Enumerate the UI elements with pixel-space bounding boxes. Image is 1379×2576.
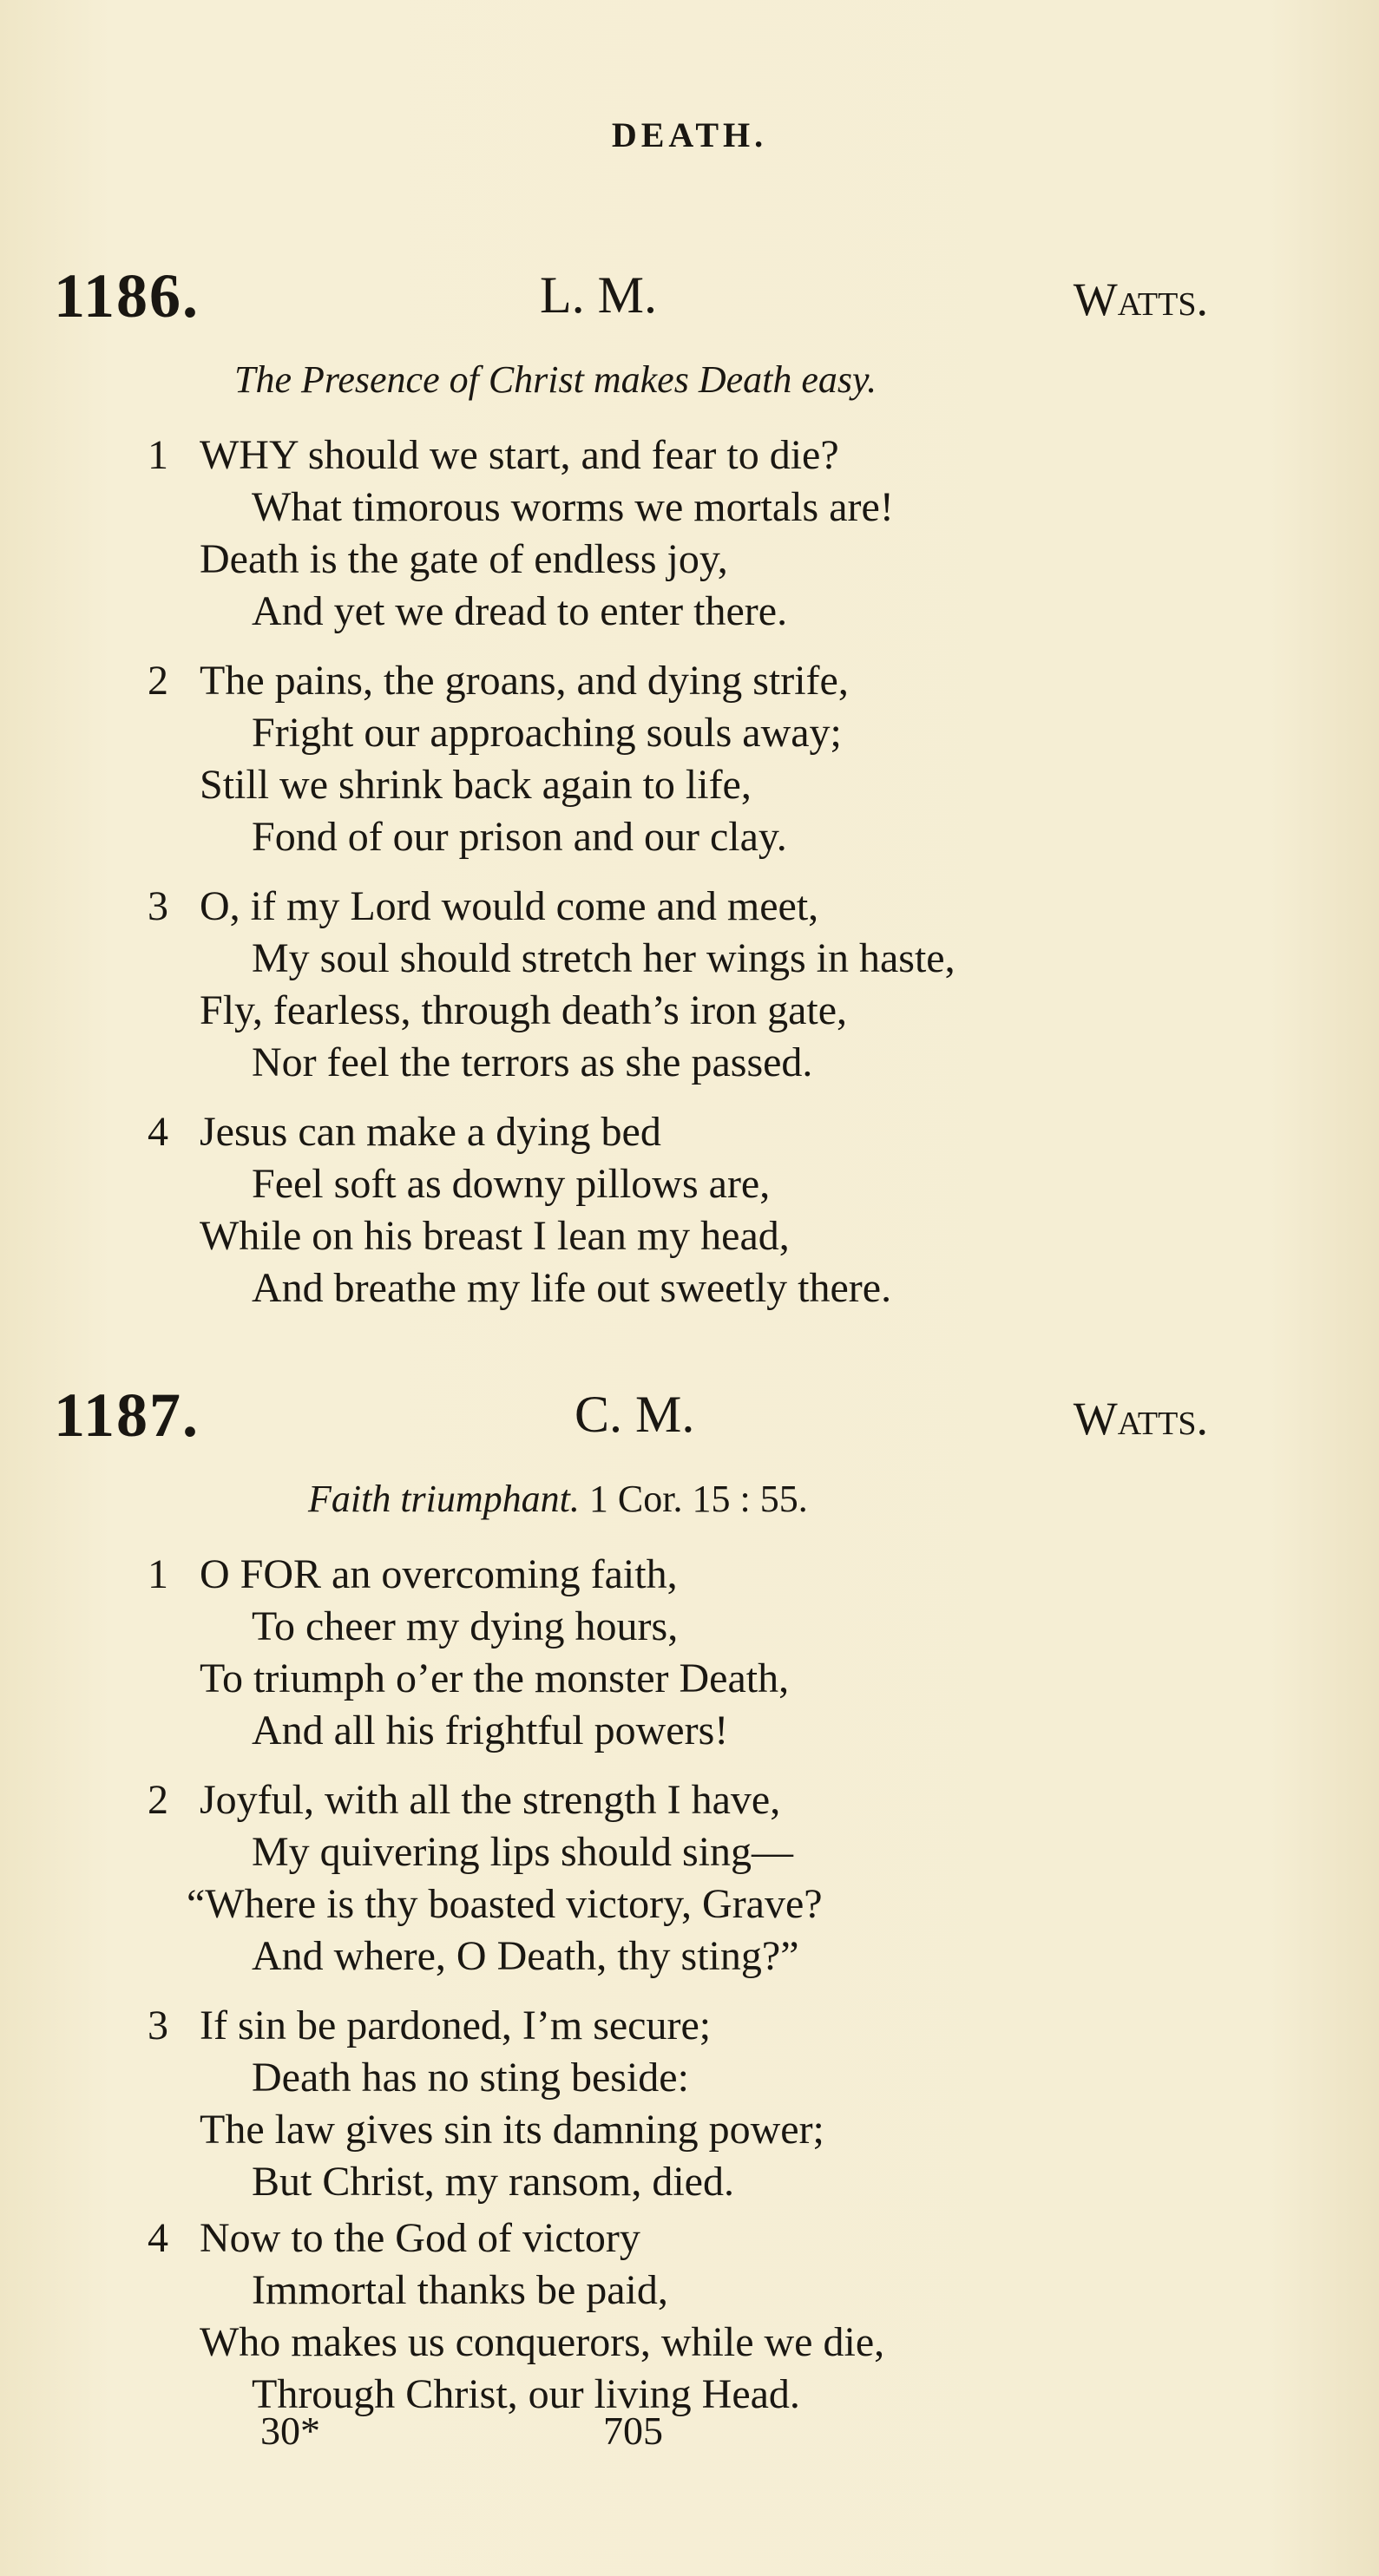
verse-line: Now to the God of victory xyxy=(200,2215,640,2261)
verse-line: To triumph o’er the monster Death, xyxy=(200,1655,790,1701)
verse-line: Joyful, with all the strength I have, xyxy=(200,1777,781,1823)
verse-line: Jesus can make a dying bed xyxy=(200,1109,661,1155)
verse-line: To cheer my dying hours, xyxy=(252,1603,679,1649)
stanza-number: 2 xyxy=(148,1777,168,1823)
stanza xyxy=(148,1774,1189,1983)
stanza-number: 4 xyxy=(148,2215,168,2261)
verse-line: The law gives sin its damning power; xyxy=(200,2107,824,2153)
stanza-number: 3 xyxy=(148,2002,168,2048)
verse-line: And breathe my life out sweetly there. xyxy=(252,1265,892,1311)
stanza xyxy=(148,1549,1189,1757)
verse-line: Through Christ, our living Head. xyxy=(252,2371,800,2417)
stanza-number: 4 xyxy=(148,1109,168,1155)
hymn-subtitle: The Presence of Christ makes Death easy. xyxy=(234,358,877,401)
verse-line: “Where is thy boasted victory, Grave? xyxy=(187,1881,823,1927)
verse-line: Death has no sting beside: xyxy=(252,2055,689,2101)
verse-line: And all his frightful powers! xyxy=(252,1708,729,1753)
verse-line: My quivering lips should sing— xyxy=(252,1829,794,1875)
stanza-number: 2 xyxy=(148,658,168,704)
verse-line: Fond of our prison and our clay. xyxy=(252,814,787,860)
verse-line: And where, O Death, thy sting?” xyxy=(252,1933,799,1979)
verse-line: WHY should we start, and fear to die? xyxy=(200,432,839,478)
verse-line: What timorous worms we mortals are! xyxy=(252,484,894,530)
verse-line: Still we shrink back again to life, xyxy=(200,762,752,808)
verse-line: My soul should stretch her wings in haste, xyxy=(252,935,955,981)
verse-line: The pains, the groans, and dying strife, xyxy=(200,658,849,704)
verse-line: And yet we dread to enter there. xyxy=(252,588,788,634)
subtitle-text: Faith triumphant. xyxy=(308,1478,580,1520)
verse-line: If sin be pardoned, I’m secure; xyxy=(200,2002,712,2048)
stanza-number: 3 xyxy=(148,883,168,929)
verse-line: O, if my Lord would come and meet, xyxy=(200,883,819,929)
verse-line: Immortal thanks be paid, xyxy=(252,2267,668,2313)
verse-line: Who makes us conquerors, while we die, xyxy=(200,2319,885,2365)
hymn-header-1187 xyxy=(54,1380,1208,1458)
signature-mark: 30* xyxy=(260,2409,320,2453)
verse-line: Fright our approaching souls away; xyxy=(252,710,842,756)
verse-line: Nor feel the terrors as she passed. xyxy=(252,1039,813,1085)
page-number: 705 xyxy=(603,2409,663,2453)
stanza-number: 1 xyxy=(148,1551,168,1597)
hymn-number: 1187. xyxy=(54,1380,200,1450)
stanza xyxy=(148,2212,1189,2421)
stanza xyxy=(148,881,1189,1089)
hymn-header-1186 xyxy=(54,260,1208,338)
verse-line: O FOR an overcoming faith, xyxy=(200,1551,678,1597)
hymn-meter: L. M. xyxy=(540,266,657,324)
hymn-number: 1186. xyxy=(54,261,200,331)
verse-line: Feel soft as downy pillows are, xyxy=(252,1161,771,1207)
stanza-number: 1 xyxy=(148,432,168,478)
verse-line: While on his breast I lean my head, xyxy=(200,1213,790,1259)
verse-line: But Christ, my ransom, died. xyxy=(252,2159,734,2205)
stanza xyxy=(148,2000,1189,2208)
hymn-meter: C. M. xyxy=(575,1386,695,1443)
verse-line: Fly, fearless, through death’s iron gate, xyxy=(200,987,848,1033)
verse-line: Death is the gate of endless joy, xyxy=(200,536,728,582)
scripture-reference: 1 Cor. 15 : 55. xyxy=(588,1478,808,1520)
running-head: DEATH. xyxy=(611,115,768,154)
hymn-subtitle xyxy=(308,1477,808,1521)
hymn-author: Watts. xyxy=(1073,1393,1208,1445)
hymn-author: Watts. xyxy=(1073,273,1208,325)
stanza xyxy=(148,1106,1189,1314)
stanza xyxy=(148,429,1189,638)
stanza xyxy=(148,655,1189,863)
